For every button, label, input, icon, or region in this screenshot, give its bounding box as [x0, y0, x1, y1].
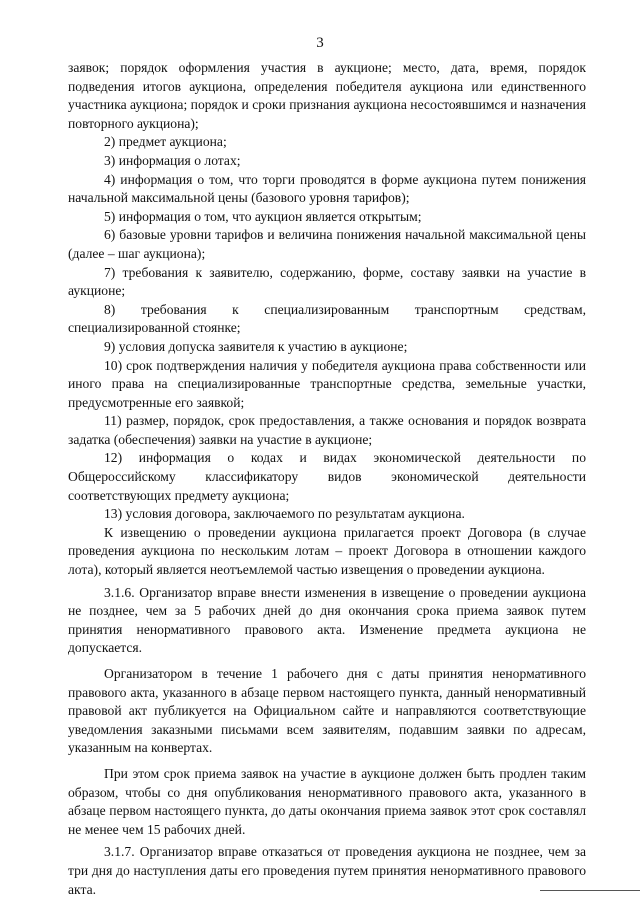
- list-item-13: 13) условия договора, заключаемого по результатам аукциона.: [104, 506, 465, 522]
- paragraph-deadline-extension: При этом срок приема заявок на участие в аукционе должен быть продлен таким образом, чтобы со дня опубликования ненормативного правового акта, указанного в абзаце первом настоящего пункта, до даты окончания приема заявок этот срок составлял не менее чем 15 рабочих дней.: [68, 765, 586, 837]
- list-item-11: 11) размер, порядок, срок предоставления, а также основания и порядок возврата задатка (обеспечения) заявки на участие в аукционе;: [68, 413, 586, 447]
- paragraph-attachment: К извещению о проведении аукциона прилагается проект Договора (в случае проведения аукциона по нескольким лотам – проект Договора в отношении каждого лота), который является неотъемлемой частью извещения о проведении аукциона.: [68, 524, 586, 578]
- list-item-8: 8) требования к специализированным транспортным средствам, специализированной стоянке;: [68, 301, 586, 336]
- paragraph-3-1-6: 3.1.6. Организатор вправе внести изменения в извещение о проведении аукциона не позднее, чем за 5 рабочих дней до дня окончания срока приема заявок путем принятия ненормативного правового акта. Изменение предмета аукциона не допускается.: [68, 584, 586, 656]
- list-item-7: 7) требования к заявителю, содержанию, форме, составу заявки на участие в аукционе;: [68, 264, 586, 299]
- paragraph-organizer-publication: Организатором в течение 1 рабочего дня с даты принятия ненормативного правового акта, указанного в абзаце первом настоящего пункта, данный ненормативный правовой акт публикуется на Официальном сайте и направляются соответствующие уведомления заказными письмами всем заявителям, подавшим заявки по адресам, указанным на конвертах.: [68, 666, 586, 756]
- list-item-10: 10) срок подтверждения наличия у победителя аукциона права собственности или иного права на специализированные транспортные средства, земельные участки, предусмотренные его заявкой;: [68, 357, 586, 410]
- list-item-5: 5) информация о том, что аукцион является открытым;: [104, 208, 422, 224]
- page-number: 3: [316, 35, 324, 51]
- document-body: [68, 59, 586, 899]
- list-item-9: 9) условия допуска заявителя к участию в аукционе;: [104, 338, 408, 354]
- footer-rule: [540, 890, 640, 891]
- list-item-2: 2) предмет аукциона;: [104, 134, 227, 150]
- list-item-12: 12) информация о кодах и видах экономической деятельности по Общероссийскому классификатору видов экономической деятельности соответствующих предмету аукциона;: [68, 450, 586, 503]
- list-item-3: 3) информация о лотах;: [104, 152, 241, 168]
- paragraph-3-1-7: 3.1.7. Организатор вправе отказаться от проведения аукциона не позднее, чем за три дня до наступления даты его проведения путем принятия ненормативного правового акта.: [68, 844, 586, 897]
- list-item-6: 6) базовые уровни тарифов и величина понижения начальной максимальной цены (далее – шаг аукциона);: [68, 227, 586, 261]
- list-item-4: 4) информация о том, что торги проводятся в форме аукциона путем понижения начальной максимальной цены (базового уровня тарифов);: [68, 171, 586, 206]
- paragraph-continuation: заявок; порядок оформления участия в аукционе; место, дата, время, порядок подведения итогов аукциона, определения победителя аукциона или единственного участника аукциона; порядок и сроки признания аукциона несостоявшимся и назначения повторного аукциона);: [68, 60, 586, 131]
